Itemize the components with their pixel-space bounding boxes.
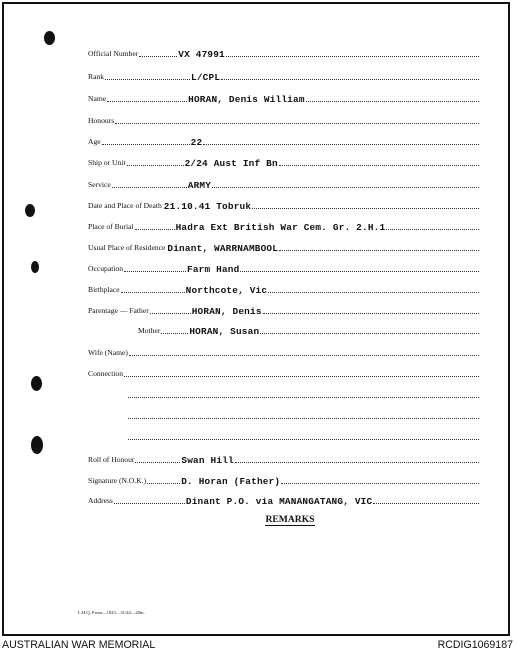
field-label: Connection xyxy=(88,369,124,378)
field-roll-of-honour xyxy=(88,451,479,465)
punch-hole-3 xyxy=(31,261,39,273)
field-label: Service xyxy=(88,180,111,189)
connection-blank-line xyxy=(128,407,479,421)
archive-footer xyxy=(0,638,517,653)
field-label: Date and Place of Death xyxy=(88,201,162,210)
field-label: Parentage — Father xyxy=(88,306,149,315)
field-value: Hadra Ext British War Cem. Gr. 2.H.1 xyxy=(175,222,386,233)
field-place-of-burial xyxy=(88,218,479,232)
field-honours xyxy=(88,112,479,126)
field-connection xyxy=(88,365,479,379)
field-label: Name xyxy=(88,94,107,103)
field-usual-residence xyxy=(88,239,479,253)
field-mother xyxy=(138,322,479,336)
footer-institution: AUSTRALIAN WAR MEMORIAL xyxy=(2,639,156,651)
field-father xyxy=(88,302,479,316)
field-value: 21.10.41 Tobruk xyxy=(163,201,252,212)
field-wife xyxy=(88,344,479,358)
field-address xyxy=(88,492,479,506)
field-signature xyxy=(88,472,479,486)
field-label: Roll of Honour xyxy=(88,455,135,464)
field-value: 2/24 Aust Inf Bn xyxy=(184,158,278,169)
field-value: HORAN, Denis xyxy=(191,306,262,317)
remarks-heading xyxy=(4,514,508,525)
field-date-place-of-death xyxy=(88,197,479,211)
field-value: ARMY xyxy=(187,180,212,191)
field-name xyxy=(88,90,479,104)
field-label: Birthplace xyxy=(88,285,120,294)
field-label: Rank xyxy=(88,72,105,81)
field-label: Wife (Name) xyxy=(88,348,128,357)
field-label: Age xyxy=(88,137,101,146)
field-label: Usual Place of Residence xyxy=(88,243,166,252)
field-label: Ship or Unit xyxy=(88,158,126,167)
field-official-number xyxy=(88,45,479,59)
field-occupation xyxy=(88,260,479,274)
punch-hole-1 xyxy=(44,31,55,45)
remarks-heading-text: REMARKS xyxy=(265,514,315,525)
field-rank xyxy=(88,68,479,82)
field-service xyxy=(88,176,479,190)
field-birthplace xyxy=(88,281,479,295)
field-label: Honours xyxy=(88,116,115,125)
field-label: Mother xyxy=(138,326,161,335)
punch-hole-4 xyxy=(31,376,42,391)
field-ship-or-unit xyxy=(88,154,479,168)
field-label: Place of Burial xyxy=(88,222,134,231)
form-print-code: L.H.Q. Prom—1925—31/44—20m. xyxy=(78,610,145,615)
field-age xyxy=(88,133,479,147)
field-label: Occupation xyxy=(88,264,124,273)
field-value: D. Horan (Father) xyxy=(181,476,281,487)
field-label: Official Number xyxy=(88,49,139,58)
field-value: HORAN, Susan xyxy=(189,326,260,337)
field-value: Swan Hill xyxy=(181,455,234,466)
punch-hole-5 xyxy=(31,436,43,454)
field-value: Dinant P.O. via MANANGATANG, VIC xyxy=(185,496,373,507)
footer-record-id: RCDIG1069187 xyxy=(437,639,513,651)
connection-blank-line xyxy=(128,386,479,400)
record-card xyxy=(2,2,510,636)
field-value: HORAN, Denis William xyxy=(188,94,305,105)
field-value: VX 47991 xyxy=(178,49,225,60)
punch-hole-2 xyxy=(25,204,35,217)
field-value: Farm Hand xyxy=(187,264,240,275)
field-value: Northcote, Vic xyxy=(185,285,268,296)
field-value: 22 xyxy=(190,137,203,148)
field-value: Dinant, WARRNAMBOOL xyxy=(167,243,279,254)
field-label: Address xyxy=(88,496,113,505)
connection-blank-line xyxy=(128,428,479,442)
field-value: L/CPL xyxy=(191,72,221,83)
field-label: Signature (N.O.K.) xyxy=(88,476,147,485)
